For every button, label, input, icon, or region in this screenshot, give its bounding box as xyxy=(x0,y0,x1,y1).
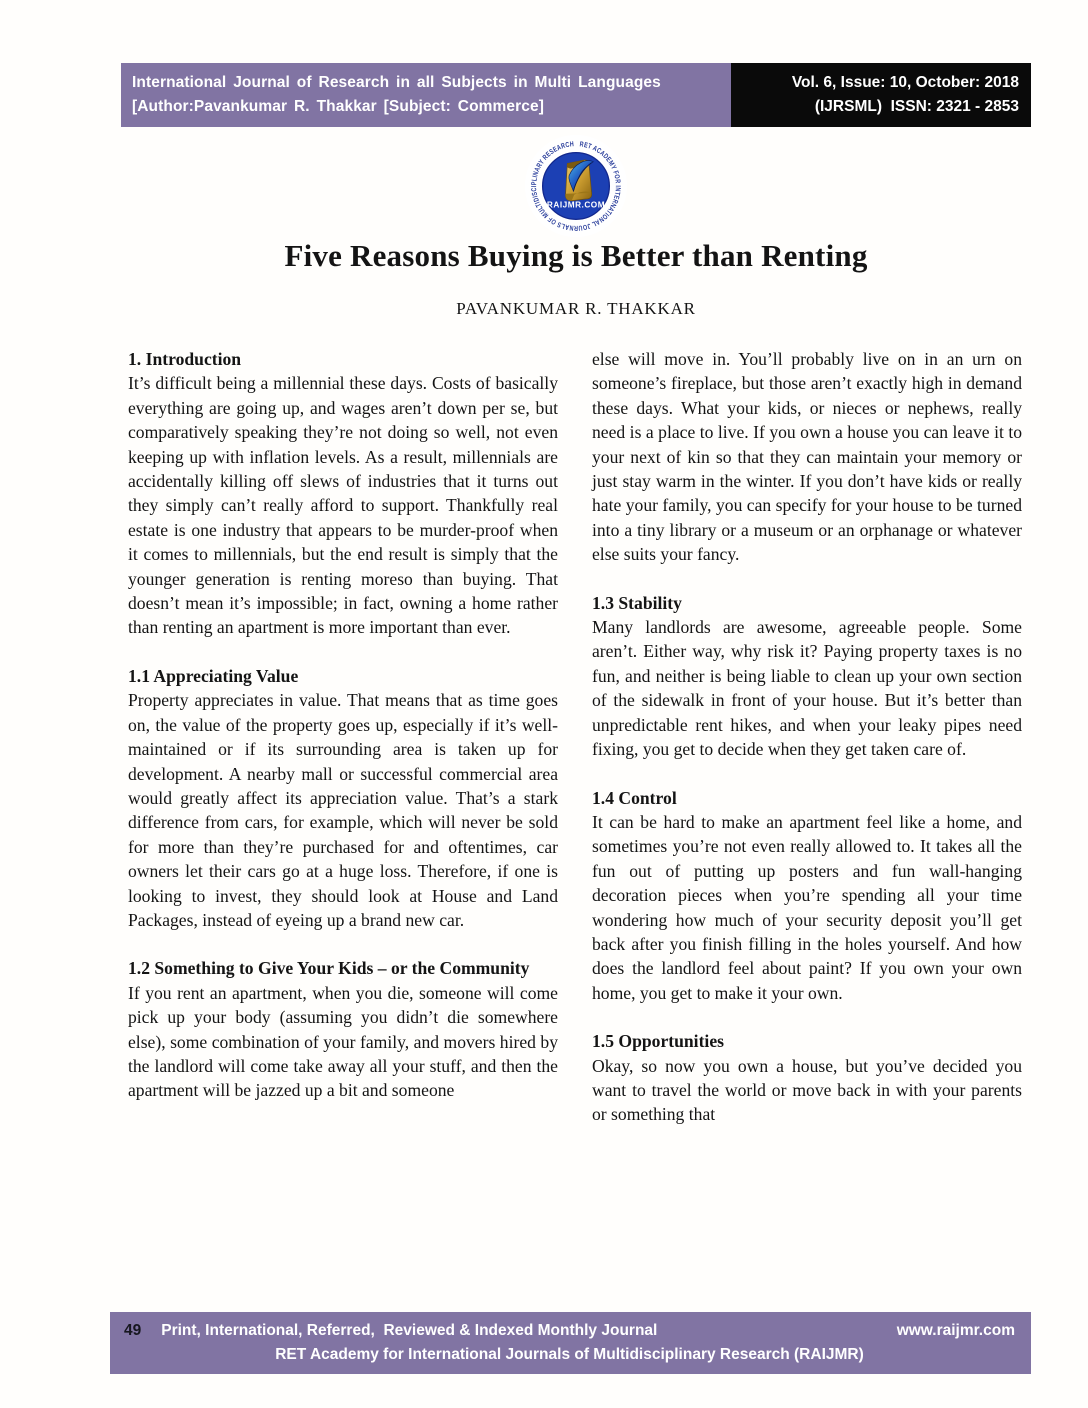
article-title: Five Reasons Buying is Better than Renting xyxy=(284,238,868,273)
journal-issn: (IJRSML) ISSN: 2321 - 2853 xyxy=(814,98,1019,115)
section-control xyxy=(592,786,1022,1006)
heading-control: 1.4 Control xyxy=(592,787,677,808)
para-give-your-kids: If you rent an apartment, when you die, someone will come pick up your body (assuming you didn’t die somewhere else), some combination of your family, and movers hired by the landlord will come take away all your stuff, and then the apartment will be jazzed up a bit and someone xyxy=(128,982,558,1101)
para-give-your-kids-continued: else will move in. You’ll probably live on in an urn on someone’s fireplace, but those aren’t exactly high in demand these days. What your kids, or nieces or nephews, really need is a place to live. If you own a house you can leave it to your next of kin so that they can maintain your memory or just stay warm in the winter. If you don’t have kids or really hate your family, you can specify for your house to be turned into a tiny library or a museum or an orphanage or whatever else suits your fancy. xyxy=(592,349,1022,565)
section-give-your-kids xyxy=(128,956,558,1102)
journal-header-left xyxy=(121,63,731,127)
footer-website-link[interactable]: www.raijmr.com xyxy=(896,1322,1015,1339)
left-column xyxy=(128,347,558,1299)
journal-logo xyxy=(524,134,628,238)
journal-volume-issue: Vol. 6, Issue: 10, October: 2018 xyxy=(791,74,1019,91)
logo-ring-text: RET ACADEMY FOR INTERNATIONAL JOURNALS OF MULTIDISCIPLINARY RESEARCH xyxy=(528,139,623,233)
page-number: 49 xyxy=(124,1322,142,1339)
para-introduction: It’s difficult being a millennial these days. Costs of basically everything are going up, and wages aren’t down per se, but comparatively speaking they’re not doing so well, not even keeping up with inflation levels. As a result, millennials are accidentally killing off slews of industries that it turns out they simply can’t really afford to support. Thankfully real estate is one industry that appears to be murder-proof when it comes to millennials, but the end result is simply that the younger generation is renting moreso than buying. That doesn’t mean it’s impossible; in fact, owning a home rather than renting an apartment is more important than ever. xyxy=(128,373,558,638)
raijmr-logo-icon xyxy=(524,134,628,238)
heading-introduction: 1. Introduction xyxy=(128,349,242,369)
footer-line1 xyxy=(124,1319,1015,1343)
section-appreciating-value xyxy=(128,664,558,932)
logo-site-text: RAIJMR.COM xyxy=(546,200,606,210)
journal-author-subject: [Author:Pavankumar R. Thakkar [Subject: Commerce] xyxy=(132,98,544,115)
section-introduction xyxy=(128,347,558,640)
heading-give-your-kids: 1.2 Something to Give Your Kids – or the Community xyxy=(128,958,530,979)
logo-scroll-quill-icon xyxy=(566,160,594,201)
article-author: PAVANKUMAR R. THAKKAR xyxy=(456,299,696,318)
journal-header-bar xyxy=(121,63,1031,127)
journal-name: International Journal of Research in all Subjects in Multi Languages xyxy=(132,74,661,91)
section-opportunities xyxy=(592,1029,1022,1127)
footer-academy-line: RET Academy for International Journals of Multidisciplinary Research (RAIJMR) xyxy=(275,1346,864,1363)
right-column xyxy=(592,347,1022,1299)
heading-appreciating-value: 1.1 Appreciating Value xyxy=(128,665,299,686)
journal-header-issue-box xyxy=(731,63,1031,127)
para-control: It can be hard to make an apartment feel like a home, and sometimes you’re not even really allowed to. It takes all the fun out of putting up posters and fun wall-hanging decoration pieces when you’re spending all your time wondering how much of your security deposit you’ll get back after you finish filling in the holes yourself. And how does the landlord feel about paint? If you own your own home, you get to make it your own. xyxy=(592,811,1022,1003)
footer-bar xyxy=(110,1312,1031,1374)
article-body xyxy=(128,347,1022,1299)
section-give-your-kids-continued xyxy=(592,347,1022,567)
para-stability: Many landlords are awesome, agreeable people. Some aren’t. Either way, why risk it? Paying property taxes is no fun, and neither is being liable to clean up your own section of the sidewalk in front of your house. But it’s better than unpredictable rent hikes, and when your leaky pipes need fixing, you get to decide when they get taken care of. xyxy=(592,617,1022,760)
footer-journal-type: Print, International, Referred, Reviewed & Indexed Monthly Journal xyxy=(161,1322,658,1339)
heading-opportunities: 1.5 Opportunities xyxy=(592,1031,724,1052)
heading-stability: 1.3 Stability xyxy=(592,592,682,613)
para-appreciating-value: Property appreciates in value. That means that as time goes on, the value of the property goes up, especially if it’s well-maintained or if its surrounding area is taken up for development. A nearby mall or successful commercial area would greatly affect its appreciation value. That’s a stark difference from cars, for example, which will never be sold for more than they’re purchased for and oftentimes, car owners let their cars go at a huge loss. Therefore, if one is looking to invest, they should look at House and Land Packages, instead of eyeing up a brand new car. xyxy=(128,690,558,930)
para-opportunities: Okay, so now you own a house, but you’ve decided you want to travel the world or move back in with your parents or something that xyxy=(592,1055,1022,1125)
section-stability xyxy=(592,591,1022,762)
